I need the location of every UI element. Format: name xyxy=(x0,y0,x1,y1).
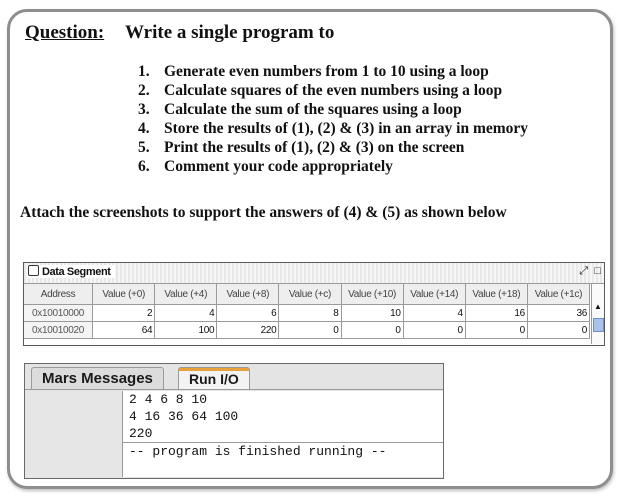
restore-icon[interactable]: ⤢ xyxy=(579,265,588,277)
window-icon xyxy=(28,265,39,276)
value-cell: 0 xyxy=(341,322,403,339)
column-header: Value (+10) xyxy=(341,284,403,305)
value-cell: 220 xyxy=(217,322,279,339)
value-cell: 64 xyxy=(93,322,155,339)
table-header-row xyxy=(24,284,590,305)
scroll-up-icon[interactable]: ▲ xyxy=(594,302,602,311)
vertical-scrollbar[interactable] xyxy=(591,284,604,344)
value-cell: 16 xyxy=(465,305,527,322)
tab-mars-messages[interactable]: Mars Messages xyxy=(31,367,164,390)
data-segment-titlebar xyxy=(24,263,604,284)
column-header: Value (+18) xyxy=(465,284,527,305)
output-line: 2 4 6 8 10 xyxy=(129,392,208,407)
column-header: Address xyxy=(24,284,93,305)
attach-note: Attach the screenshots to support the answers of (4) & (5) as shown below xyxy=(20,204,507,221)
scroll-thumb[interactable] xyxy=(593,318,604,332)
task-item: 5. Print the results of (1), (2) & (3) on the screen xyxy=(138,139,465,156)
output-line: -- program is finished running -- xyxy=(123,442,443,460)
address-cell: 0x10010000 xyxy=(24,305,93,322)
task-item: 1. Generate even numbers from 1 to 10 using a loop xyxy=(138,63,489,80)
column-header: Value (+14) xyxy=(403,284,465,305)
tab-run-io[interactable]: Run I/O xyxy=(178,367,250,390)
value-cell: 4 xyxy=(155,305,217,322)
value-cell: 2 xyxy=(93,305,155,322)
column-header: Value (+8) xyxy=(217,284,279,305)
column-header: Value (+c) xyxy=(279,284,341,305)
value-cell: 100 xyxy=(155,322,217,339)
value-cell: 36 xyxy=(527,305,589,322)
data-segment-table xyxy=(24,284,590,339)
column-header: Value (+4) xyxy=(155,284,217,305)
value-cell: 0 xyxy=(279,322,341,339)
value-cell: 10 xyxy=(341,305,403,322)
value-cell: 0 xyxy=(527,322,589,339)
data-segment-title: Data Segment xyxy=(42,266,111,278)
maximize-icon[interactable]: □ xyxy=(594,265,601,277)
task-item: 4. Store the results of (1), (2) & (3) in an array in memory xyxy=(138,120,529,137)
value-cell: 6 xyxy=(217,305,279,322)
question-label: Question: xyxy=(25,22,105,43)
question-prompt: Write a single program to xyxy=(125,22,335,43)
mars-messages-panel xyxy=(24,363,444,479)
table-row[interactable] xyxy=(24,322,590,339)
panel-button-area xyxy=(26,391,123,477)
value-cell: 8 xyxy=(279,305,341,322)
data-segment-window xyxy=(23,262,605,346)
task-item: 2. Calculate squares of the even numbers using a loop xyxy=(138,82,503,99)
task-list xyxy=(138,62,528,176)
address-cell: 0x10010020 xyxy=(24,322,93,339)
output-line: 4 16 36 64 100 xyxy=(129,409,239,424)
column-header: Value (+0) xyxy=(93,284,155,305)
value-cell: 4 xyxy=(403,305,465,322)
task-item: 3. Calculate the sum of the squares using a loop xyxy=(138,101,462,118)
value-cell: 0 xyxy=(465,322,527,339)
value-cell: 0 xyxy=(403,322,465,339)
output-line: 220 xyxy=(129,426,153,441)
task-item: 6. Comment your code appropriately xyxy=(138,158,393,175)
run-io-output[interactable] xyxy=(123,391,443,477)
table-row[interactable] xyxy=(24,305,590,322)
column-header: Value (+1c) xyxy=(527,284,589,305)
tab-divider xyxy=(25,389,443,390)
